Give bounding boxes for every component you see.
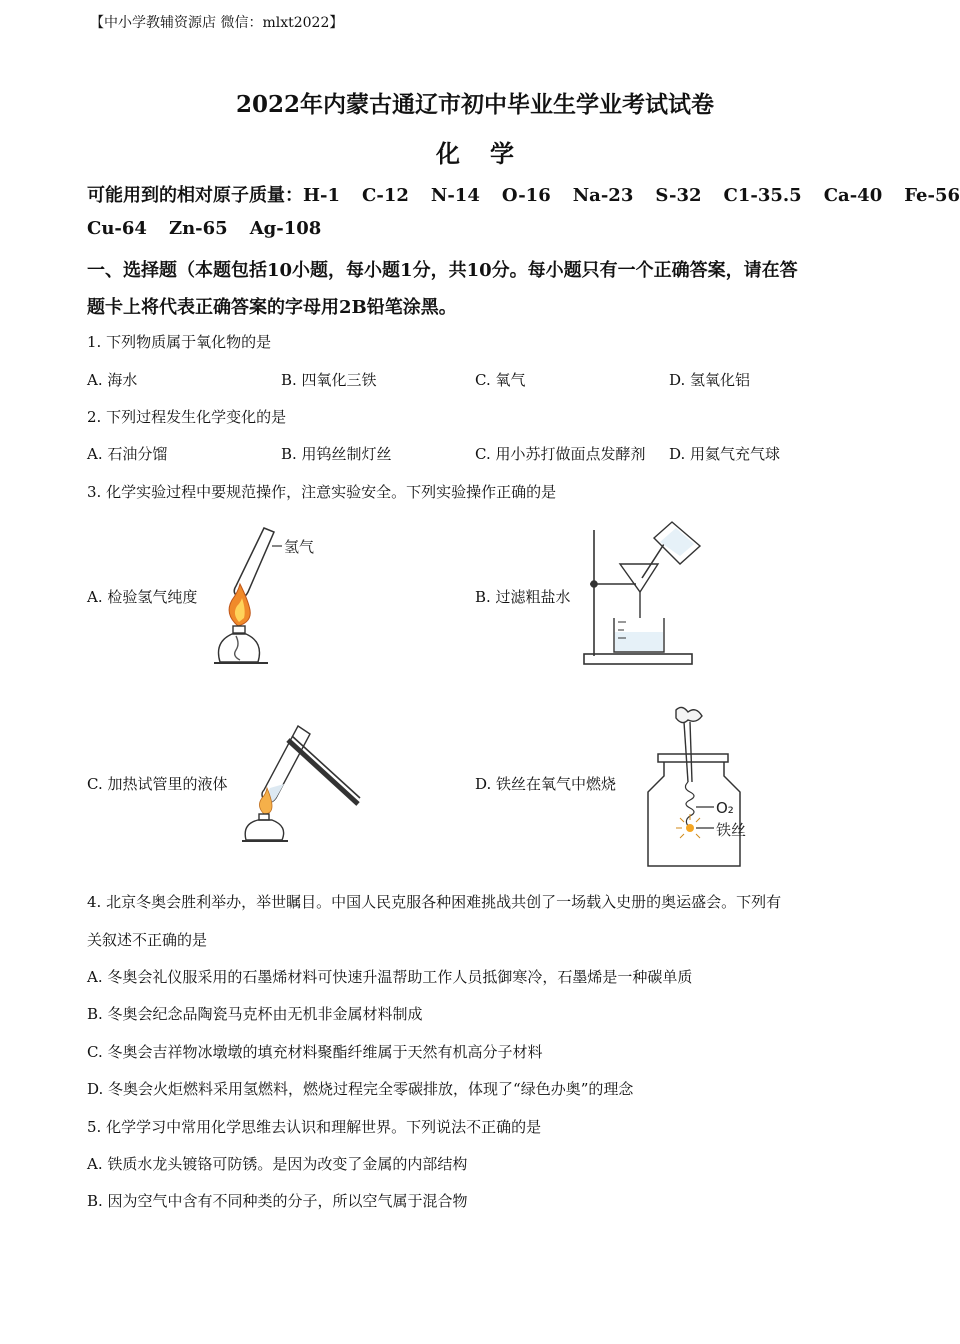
atomic-masses-line2 — [87, 218, 343, 239]
q3-option-d[interactable]: D. 铁丝在氧气中燃烧 — [475, 775, 617, 793]
q5-option-b[interactable]: B. 因为空气中含有不同种类的分子，所以空气属于混合物 — [87, 1192, 468, 1210]
test-tube-holder — [288, 736, 360, 804]
q1-stem: 1. 下列物质属于氧化物的是 — [87, 333, 272, 351]
mass-cu: Cu-64 — [87, 218, 147, 239]
q4-option-d[interactable]: D. 冬奥会火炬燃料采用氢燃料，燃烧过程完全零碳排放，体现了“绿色办奥”的理念 — [87, 1080, 634, 1098]
sparks — [676, 814, 704, 838]
heated-test-tube — [262, 726, 310, 803]
mass-zn: Zn-65 — [168, 218, 228, 239]
q4-stem-line2: 关叙述不正确的是 — [87, 931, 208, 949]
crucible-tongs — [676, 707, 702, 782]
funnel — [620, 564, 658, 618]
atomic-masses-label: 可能用到的相对原子质量： — [87, 185, 303, 206]
receiving-beaker — [614, 618, 664, 652]
q4-option-a[interactable]: A. 冬奥会礼仪服采用的石墨烯材料可快速升温帮助工作人员抵御寒冷，石墨烯是一种碳单质 — [87, 968, 693, 986]
mass-n: N-14 — [430, 185, 480, 206]
mass-o: O-16 — [501, 185, 551, 206]
hydrogen-label: 氢气 — [284, 538, 315, 556]
q2-option-d[interactable]: D. 用氦气充气球 — [669, 445, 781, 463]
q4-stem-line1: 4. 北京冬奥会胜利举办，举世瞩目。中国人民克服各种困难挑战共创了一场载入史册的奥运盛会。下列有 — [87, 893, 782, 911]
q2-option-b[interactable]: B. 用钨丝制灯丝 — [281, 445, 392, 463]
alcohol-lamp — [214, 626, 268, 663]
oxygen-label: O₂ — [716, 799, 734, 817]
q4-option-c[interactable]: C. 冬奥会吉祥物冰墩墩的填充材料聚酯纤维属于天然有机高分子材料 — [87, 1043, 543, 1061]
q3-stem: 3. 化学实验过程中要规范操作，注意实验安全。下列实验操作正确的是 — [87, 483, 557, 501]
q5-stem: 5. 化学学习中常用化学思维去认识和理解世界。下列说法不正确的是 — [87, 1118, 542, 1136]
mass-c: C-12 — [362, 185, 409, 206]
q3-option-c[interactable]: C. 加热试管里的液体 — [87, 775, 228, 793]
mass-s: S-32 — [655, 185, 702, 206]
iron-wire-label: 铁丝 — [716, 821, 747, 839]
mass-ca: Ca-40 — [823, 185, 883, 206]
mass-h: H-1 — [303, 185, 341, 206]
q2-stem: 2. 下列过程发生化学变化的是 — [87, 408, 287, 426]
section-heading-line2: 题卡上将代表正确答案的字母用2B铅笔涂黑。 — [87, 297, 457, 318]
mass-cl: C1-35.5 — [723, 185, 802, 206]
watermark: 【中小学教辅资源店 微信：mlxt2022】 — [90, 15, 344, 31]
q1-option-c[interactable]: C. 氧气 — [475, 371, 526, 389]
mass-fe: Fe-56 — [904, 185, 960, 206]
figure-filtration — [580, 518, 710, 668]
q2-option-a[interactable]: A. 石油分馏 — [87, 445, 168, 463]
subject-title: 化学 — [436, 139, 544, 168]
atomic-masses-line1 — [87, 181, 960, 207]
page-title: 2022年内蒙古通辽市初中毕业生学业考试试卷 — [235, 91, 714, 118]
q2-option-c[interactable]: C. 用小苏打做面点发酵剂 — [475, 445, 646, 463]
q1-option-b[interactable]: B. 四氧化三铁 — [281, 371, 377, 389]
section-heading-line1: 一、选择题（本题包括10小题，每小题1分，共10分。每小题只有一个正确答案，请在答 — [87, 260, 798, 281]
q5-option-a[interactable]: A. 铁质水龙头镀铬可防锈。是因为改变了金属的内部结构 — [87, 1155, 468, 1173]
q3-option-b[interactable]: B. 过滤粗盐水 — [475, 588, 571, 606]
q3-option-a[interactable]: A. 检验氢气纯度 — [87, 588, 198, 606]
alcohol-lamp-c — [242, 814, 288, 841]
q1-option-a[interactable]: A. 海水 — [87, 371, 138, 389]
figure-iron-wire-combustion — [640, 702, 770, 870]
pouring-beaker — [654, 522, 700, 564]
mass-na: Na-23 — [572, 185, 634, 206]
figure-hydrogen-purity-test — [210, 522, 320, 667]
q4-option-b[interactable]: B. 冬奥会纪念品陶瓷马克杯由无机非金属材料制成 — [87, 1005, 423, 1023]
flame — [229, 584, 250, 626]
q1-option-d[interactable]: D. 氢氧化铝 — [669, 371, 751, 389]
mass-ag: Ag-108 — [249, 218, 322, 239]
figure-heating-liquid — [240, 718, 370, 843]
